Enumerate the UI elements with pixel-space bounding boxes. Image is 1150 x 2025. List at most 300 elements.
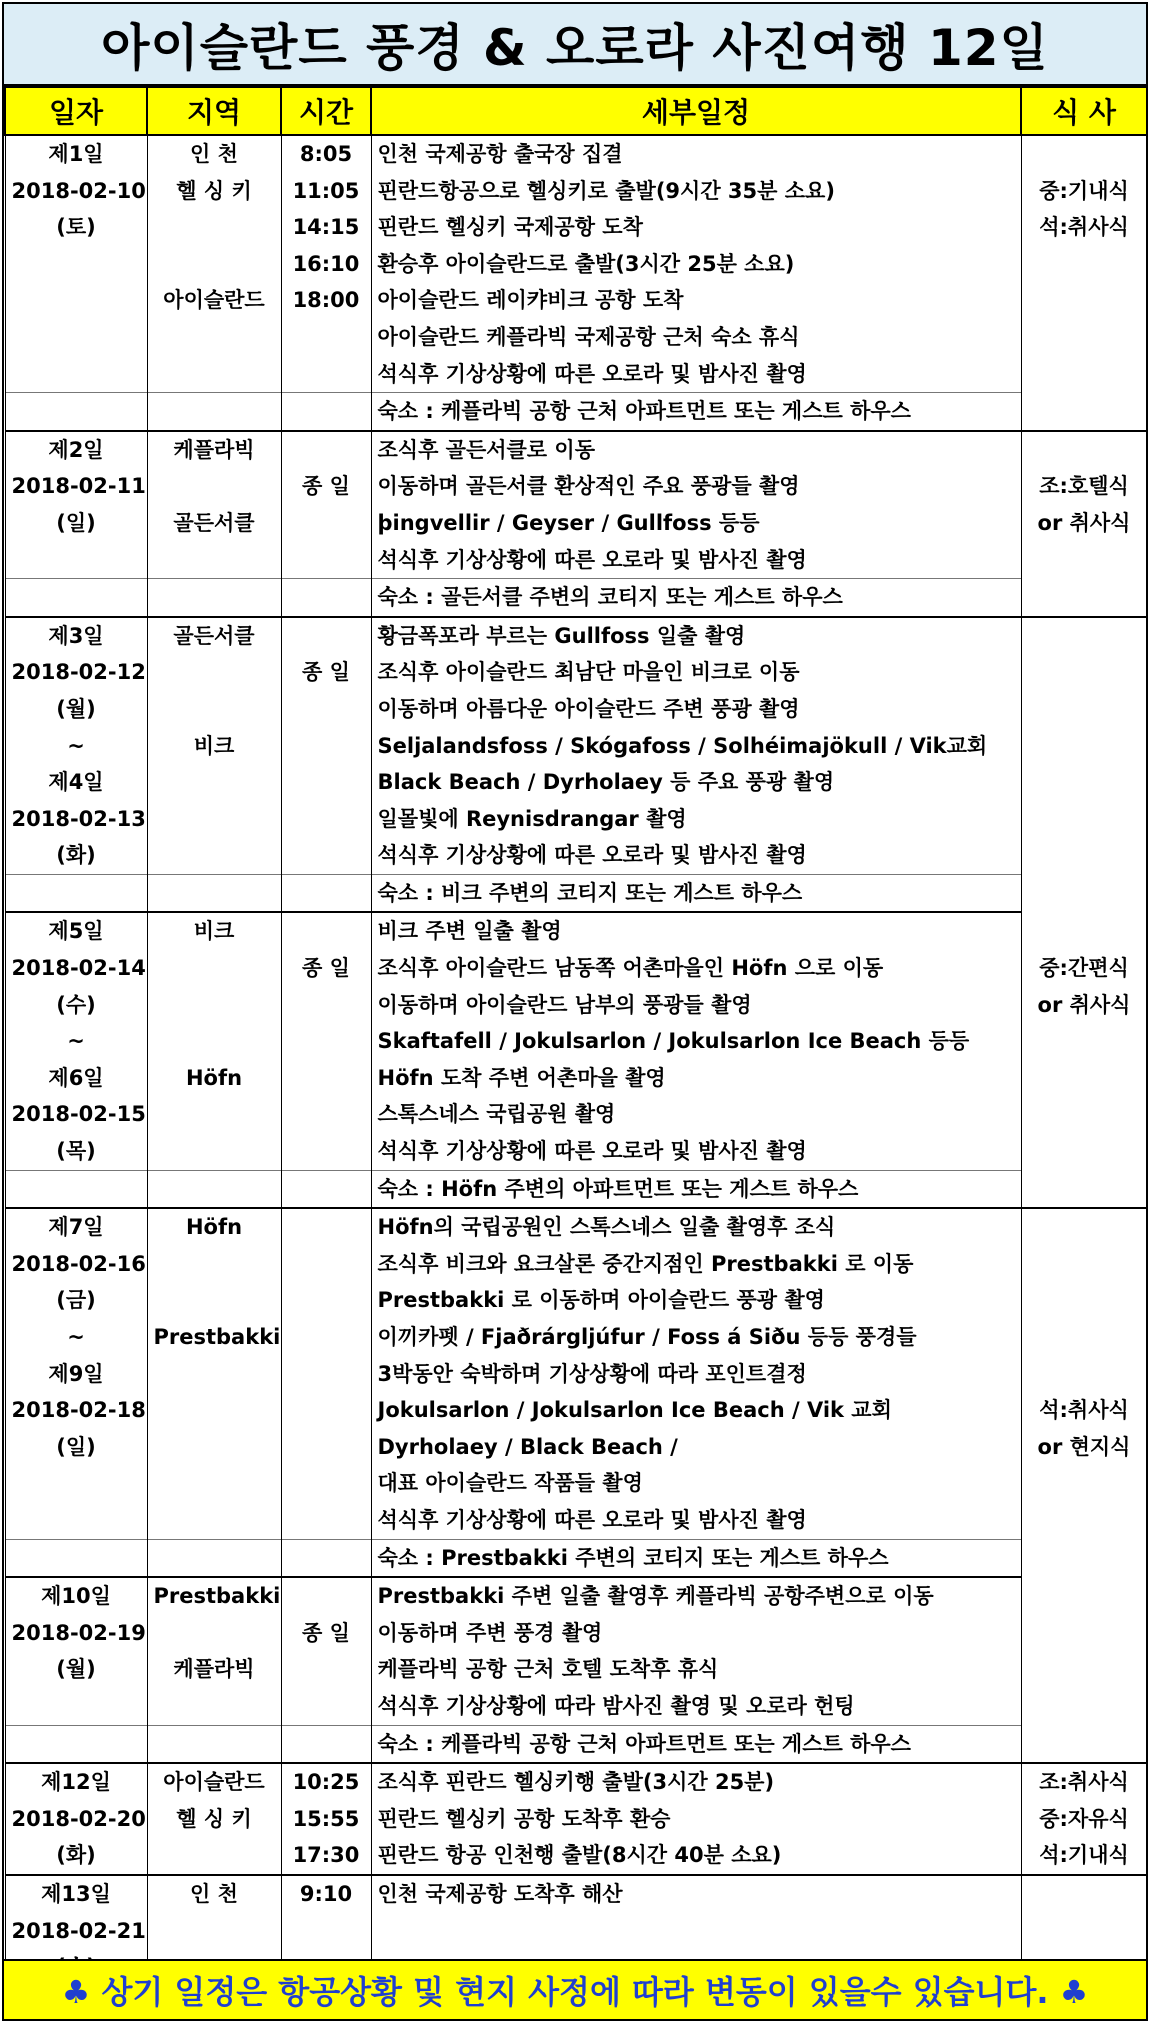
table-row [5, 468, 1147, 505]
meal-cell: or 취사식 [1021, 505, 1147, 542]
table-row [5, 1319, 1147, 1356]
date-cell [5, 1539, 147, 1577]
table-row [5, 837, 1147, 874]
lodging-cell: 숙소 : 케플라빅 공항 근처 아파트먼트 또는 게스트 하우스 [371, 393, 1021, 431]
region-cell: Höfn [147, 1208, 281, 1246]
detail-cell: 이동하며 골든서클 환상적인 주요 풍광들 촬영 [371, 468, 1021, 505]
region-cell: 헬 싱 키 [147, 173, 281, 210]
meal-cell [1021, 1356, 1147, 1393]
meal-cell [1021, 1170, 1147, 1208]
region-cell: 케플라빅 [147, 1651, 281, 1688]
meal-cell [1021, 1133, 1147, 1170]
detail-cell: 핀란드 헬싱키 국제공항 도착 [371, 209, 1021, 246]
meal-cell [1021, 1060, 1147, 1097]
time-cell [281, 1502, 371, 1539]
detail-cell: Dyrholaey / Black Beach / [371, 1429, 1021, 1466]
time-cell [281, 1725, 371, 1763]
table-row [5, 1023, 1147, 1060]
meal-cell [1021, 801, 1147, 838]
date-cell [5, 246, 147, 283]
time-cell [281, 579, 371, 617]
table-row [5, 728, 1147, 765]
region-cell [147, 1688, 281, 1725]
meal-cell [1021, 1539, 1147, 1577]
time-cell [281, 505, 371, 542]
time-cell [281, 764, 371, 801]
table-row [5, 1651, 1147, 1688]
table-row [5, 950, 1147, 987]
date-cell: 2018-02-18 [5, 1392, 147, 1429]
time-cell [281, 1170, 371, 1208]
region-cell [147, 1429, 281, 1466]
header-region: 지역 [147, 87, 281, 135]
table-row [5, 1429, 1147, 1466]
time-cell [281, 1913, 371, 1950]
meal-cell [1021, 1208, 1147, 1246]
region-cell [147, 654, 281, 691]
detail-cell: 이동하며 아름다운 아이슬란드 주변 풍광 촬영 [371, 691, 1021, 728]
region-cell: 비크 [147, 912, 281, 950]
date-cell [5, 1465, 147, 1502]
detail-cell: 아이슬란드 레이캬비크 공항 도착 [371, 282, 1021, 319]
region-cell [147, 837, 281, 874]
time-cell: 8:05 [281, 135, 371, 173]
meal-cell [1021, 431, 1147, 469]
detail-cell: 조식후 골든서클로 이동 [371, 431, 1021, 469]
detail-cell: 일몰빛에 Reynisdrangar 촬영 [371, 801, 1021, 838]
time-cell [281, 1577, 371, 1615]
date-cell: ~ [5, 1023, 147, 1060]
table-row [5, 173, 1147, 210]
header-time: 시간 [281, 87, 371, 135]
table-row [5, 1170, 1147, 1208]
table-row [5, 1502, 1147, 1539]
meal-cell [1021, 1688, 1147, 1725]
region-cell [147, 1725, 281, 1763]
region-cell [147, 1282, 281, 1319]
table-row [5, 542, 1147, 579]
region-cell [147, 209, 281, 246]
table-row [5, 1133, 1147, 1170]
region-cell [147, 691, 281, 728]
time-cell: 10:25 [281, 1763, 371, 1801]
time-cell [281, 431, 371, 469]
table-row [5, 1875, 1147, 1913]
table-row [5, 1688, 1147, 1725]
date-cell [5, 1502, 147, 1539]
detail-cell: Seljalandsfoss / Skógafoss / Solhéimajökull / Vik교회 [371, 728, 1021, 765]
time-cell [281, 1688, 371, 1725]
time-cell [281, 1356, 371, 1393]
lodging-cell: 숙소 : 케플라빅 공항 근처 아파트먼트 또는 게스트 하우스 [371, 1725, 1021, 1763]
meal-cell [1021, 1246, 1147, 1283]
date-cell: 제6일 [5, 1060, 147, 1097]
table-row [5, 1725, 1147, 1763]
region-cell: Prestbakki [147, 1577, 281, 1615]
table-row [5, 505, 1147, 542]
meal-cell [1021, 1615, 1147, 1652]
date-cell [5, 579, 147, 617]
detail-cell: Skaftafell / Jokulsarlon / Jokulsarlon Ice Beach 등등 [371, 1023, 1021, 1060]
region-cell [147, 874, 281, 912]
time-cell: 14:15 [281, 209, 371, 246]
table-row [5, 912, 1147, 950]
time-cell [281, 1319, 371, 1356]
meal-cell [1021, 1319, 1147, 1356]
table-row [5, 617, 1147, 655]
date-cell: ~ [5, 1319, 147, 1356]
detail-cell: Prestbakki 로 이동하며 아이슬란드 풍광 촬영 [371, 1282, 1021, 1319]
lodging-cell: 숙소 : 비크 주변의 코티지 또는 게스트 하우스 [371, 874, 1021, 912]
time-cell [281, 874, 371, 912]
detail-cell [371, 1913, 1021, 1950]
date-cell: 2018-02-11 [5, 468, 147, 505]
date-cell: 2018-02-21 [5, 1913, 147, 1950]
time-cell [281, 1651, 371, 1688]
time-cell [281, 1429, 371, 1466]
table-row [5, 1763, 1147, 1801]
meal-cell: 중:자유식 [1021, 1801, 1147, 1838]
header-meals: 식 사 [1021, 87, 1147, 135]
time-cell [281, 801, 371, 838]
region-cell: 인 천 [147, 135, 281, 173]
region-cell [147, 1392, 281, 1429]
time-cell [281, 1208, 371, 1246]
table-row [5, 874, 1147, 912]
time-cell: 9:10 [281, 1875, 371, 1913]
date-cell: (목) [5, 1133, 147, 1170]
region-cell: 골든서클 [147, 505, 281, 542]
table-row [5, 987, 1147, 1024]
region-cell [147, 1096, 281, 1133]
meal-cell [1021, 393, 1147, 431]
detail-cell: 이동하며 아이슬란드 남부의 풍광들 촬영 [371, 987, 1021, 1024]
detail-cell: 3박동안 숙박하며 기상상황에 따라 포인트결정 [371, 1356, 1021, 1393]
meal-cell [1021, 246, 1147, 283]
date-cell: (월) [5, 691, 147, 728]
time-cell [281, 393, 371, 431]
meal-cell [1021, 1913, 1147, 1950]
region-cell: Prestbakki [147, 1319, 281, 1356]
table-row [5, 1913, 1147, 1950]
table-row [5, 319, 1147, 356]
date-cell: (일) [5, 1429, 147, 1466]
region-cell [147, 468, 281, 505]
region-cell [147, 950, 281, 987]
table-row [5, 356, 1147, 393]
time-cell [281, 691, 371, 728]
time-cell: 종 일 [281, 654, 371, 691]
time-cell: 15:55 [281, 1801, 371, 1838]
detail-cell: 인천 국제공항 출국장 집결 [371, 135, 1021, 173]
region-cell [147, 1465, 281, 1502]
meal-cell [1021, 1502, 1147, 1539]
date-cell: 제9일 [5, 1356, 147, 1393]
detail-cell: 핀란드항공으로 헬싱키로 출발(9시간 35분 소요) [371, 173, 1021, 210]
date-cell: 2018-02-10 [5, 173, 147, 210]
region-cell: 헬 싱 키 [147, 1801, 281, 1838]
date-cell: 제13일 [5, 1875, 147, 1913]
meal-cell [1021, 728, 1147, 765]
lodging-cell: 숙소 : 골든서클 주변의 코티지 또는 게스트 하우스 [371, 579, 1021, 617]
region-cell [147, 1133, 281, 1170]
region-cell: 골든서클 [147, 617, 281, 655]
region-cell: Höfn [147, 1060, 281, 1097]
header-details: 세부일정 [371, 87, 1021, 135]
time-cell [281, 837, 371, 874]
detail-cell: Black Beach / Dyrholaey 등 주요 풍광 촬영 [371, 764, 1021, 801]
detail-cell: 조식후 아이슬란드 남동쪽 어촌마을인 Höfn 으로 이동 [371, 950, 1021, 987]
table-row [5, 1282, 1147, 1319]
detail-cell: 석식후 기상상황에 따라 밤사진 촬영 및 오로라 헌팅 [371, 1688, 1021, 1725]
meal-cell [1021, 1577, 1147, 1615]
date-cell: 2018-02-14 [5, 950, 147, 987]
time-cell [281, 1060, 371, 1097]
time-cell [281, 1133, 371, 1170]
date-cell [5, 542, 147, 579]
detail-cell: 석식후 기상상황에 따른 오로라 및 밤사진 촬영 [371, 837, 1021, 874]
time-cell [281, 356, 371, 393]
table-row [5, 1837, 1147, 1875]
table-header-row [5, 87, 1147, 135]
itinerary-body [5, 135, 1147, 1986]
meal-cell [1021, 691, 1147, 728]
meal-cell [1021, 837, 1147, 874]
date-cell: 2018-02-16 [5, 1246, 147, 1283]
date-cell: ~ [5, 728, 147, 765]
date-cell: (금) [5, 1282, 147, 1319]
meal-cell: 중:간편식 [1021, 950, 1147, 987]
detail-cell: 석식후 기상상황에 따른 오로라 및 밤사진 촬영 [371, 1133, 1021, 1170]
detail-cell: 케플라빅 공항 근처 호텔 도착후 휴식 [371, 1651, 1021, 1688]
table-row [5, 1356, 1147, 1393]
date-cell: 제1일 [5, 135, 147, 173]
region-cell [147, 1615, 281, 1652]
detail-cell: Prestbakki 주변 일출 촬영후 케플라빅 공항주변으로 이동 [371, 1577, 1021, 1615]
date-cell: 제2일 [5, 431, 147, 469]
detail-cell: 아이슬란드 케플라빅 국제공항 근처 숙소 휴식 [371, 319, 1021, 356]
time-cell [281, 1282, 371, 1319]
table-row [5, 654, 1147, 691]
date-cell [5, 1688, 147, 1725]
region-cell [147, 764, 281, 801]
meal-cell: 조:취사식 [1021, 1763, 1147, 1801]
meal-cell [1021, 1651, 1147, 1688]
detail-cell: 석식후 기상상황에 따른 오로라 및 밤사진 촬영 [371, 1502, 1021, 1539]
table-row [5, 691, 1147, 728]
date-cell: (일) [5, 505, 147, 542]
table-row [5, 1801, 1147, 1838]
region-cell [147, 1170, 281, 1208]
date-cell [5, 356, 147, 393]
time-cell: 11:05 [281, 173, 371, 210]
detail-cell: Höfn의 국립공원인 스톡스네스 일출 촬영후 조식 [371, 1208, 1021, 1246]
meal-cell [1021, 1725, 1147, 1763]
time-cell: 종 일 [281, 950, 371, 987]
region-cell: 인 천 [147, 1875, 281, 1913]
region-cell [147, 356, 281, 393]
date-cell [5, 393, 147, 431]
region-cell [147, 1837, 281, 1875]
region-cell [147, 801, 281, 838]
date-cell: 제4일 [5, 764, 147, 801]
itinerary-page [2, 2, 1148, 2021]
table-row [5, 764, 1147, 801]
time-cell [281, 1465, 371, 1502]
meal-cell [1021, 542, 1147, 579]
meal-cell [1021, 874, 1147, 912]
table-row [5, 1060, 1147, 1097]
detail-cell: Jokulsarlon / Jokulsarlon Ice Beach / Vik 교회 [371, 1392, 1021, 1429]
region-cell [147, 542, 281, 579]
detail-cell: 비크 주변 일출 촬영 [371, 912, 1021, 950]
detail-cell: 환승후 아이슬란드로 출발(3시간 25분 소요) [371, 246, 1021, 283]
time-cell: 종 일 [281, 468, 371, 505]
date-cell: (화) [5, 837, 147, 874]
lodging-cell: 숙소 : Höfn 주변의 아파트먼트 또는 게스트 하우스 [371, 1170, 1021, 1208]
date-cell: (화) [5, 1837, 147, 1875]
meal-cell: 석:기내식 [1021, 1837, 1147, 1875]
table-row [5, 209, 1147, 246]
detail-cell: 조식후 핀란드 헬싱키행 출발(3시간 25분) [371, 1763, 1021, 1801]
region-cell [147, 1023, 281, 1060]
table-row [5, 579, 1147, 617]
meal-cell: 석:취사식 [1021, 1392, 1147, 1429]
region-cell [147, 987, 281, 1024]
time-cell [281, 1392, 371, 1429]
meal-cell [1021, 1465, 1147, 1502]
meal-cell: or 취사식 [1021, 987, 1147, 1024]
region-cell [147, 1539, 281, 1577]
region-cell [147, 246, 281, 283]
detail-cell: 대표 아이슬란드 작품들 촬영 [371, 1465, 1021, 1502]
detail-cell: 석식후 기상상황에 따른 오로라 및 밤사진 촬영 [371, 542, 1021, 579]
date-cell: 제7일 [5, 1208, 147, 1246]
table-row [5, 431, 1147, 469]
page-title: 아이슬란드 풍경 & 오로라 사진여행 12일 [4, 4, 1146, 86]
meal-cell [1021, 617, 1147, 655]
time-cell: 18:00 [281, 282, 371, 319]
detail-cell: 석식후 기상상황에 따른 오로라 및 밤사진 촬영 [371, 356, 1021, 393]
detail-cell: 이동하며 주변 풍경 촬영 [371, 1615, 1021, 1652]
detail-cell: Höfn 도착 주변 어촌마을 촬영 [371, 1060, 1021, 1097]
date-cell [5, 1725, 147, 1763]
date-cell: 2018-02-12 [5, 654, 147, 691]
meal-cell: 석:취사식 [1021, 209, 1147, 246]
region-cell [147, 1356, 281, 1393]
date-cell: 2018-02-20 [5, 1801, 147, 1838]
time-cell [281, 319, 371, 356]
detail-cell: 핀란드 항공 인천행 출발(8시간 40분 소요) [371, 1837, 1021, 1875]
date-cell: 제12일 [5, 1763, 147, 1801]
meal-cell [1021, 579, 1147, 617]
region-cell [147, 1502, 281, 1539]
table-row [5, 1539, 1147, 1577]
footer-notice: ♣ 상기 일정은 항공상황 및 현지 사정에 따라 변동이 있을수 있습니다. ♣ [4, 1959, 1146, 2019]
detail-cell: 조식후 아이슬란드 최남단 마을인 비크로 이동 [371, 654, 1021, 691]
meal-cell [1021, 356, 1147, 393]
time-cell: 17:30 [281, 1837, 371, 1875]
detail-cell: 스톡스네스 국립공원 촬영 [371, 1096, 1021, 1133]
meal-cell [1021, 1875, 1147, 1913]
time-cell: 16:10 [281, 246, 371, 283]
table-row [5, 1096, 1147, 1133]
time-cell: 종 일 [281, 1615, 371, 1652]
time-cell [281, 1246, 371, 1283]
table-row [5, 1615, 1147, 1652]
table-row [5, 393, 1147, 431]
meal-cell [1021, 1282, 1147, 1319]
meal-cell: or 현지식 [1021, 1429, 1147, 1466]
date-cell [5, 874, 147, 912]
date-cell: 2018-02-15 [5, 1096, 147, 1133]
region-cell: 아이슬란드 [147, 282, 281, 319]
date-cell [5, 319, 147, 356]
meal-cell [1021, 135, 1147, 173]
date-cell: 제10일 [5, 1577, 147, 1615]
table-row [5, 1392, 1147, 1429]
date-cell: 2018-02-19 [5, 1615, 147, 1652]
itinerary-table [4, 86, 1148, 1986]
meal-cell [1021, 1096, 1147, 1133]
date-cell: 2018-02-13 [5, 801, 147, 838]
header-date: 일자 [5, 87, 147, 135]
table-row [5, 1246, 1147, 1283]
time-cell [281, 728, 371, 765]
date-cell: (토) [5, 209, 147, 246]
date-cell [5, 1170, 147, 1208]
region-cell: 케플라빅 [147, 431, 281, 469]
time-cell [281, 617, 371, 655]
region-cell: 아이슬란드 [147, 1763, 281, 1801]
region-cell [147, 1913, 281, 1950]
detail-cell: þingvellir / Geyser / Gullfoss 등등 [371, 505, 1021, 542]
date-cell: 제5일 [5, 912, 147, 950]
region-cell [147, 319, 281, 356]
time-cell [281, 542, 371, 579]
table-row [5, 282, 1147, 319]
meal-cell: 조:호텔식 [1021, 468, 1147, 505]
meal-cell [1021, 764, 1147, 801]
meal-cell: 중:기내식 [1021, 173, 1147, 210]
time-cell [281, 987, 371, 1024]
region-cell [147, 579, 281, 617]
date-cell: (수) [5, 987, 147, 1024]
detail-cell: 이끼카펫 / Fjaðrárgljúfur / Foss á Siðu 등등 풍경들 [371, 1319, 1021, 1356]
table-row [5, 1465, 1147, 1502]
date-cell [5, 282, 147, 319]
meal-cell [1021, 1023, 1147, 1060]
table-row [5, 1208, 1147, 1246]
meal-cell [1021, 319, 1147, 356]
detail-cell: 황금폭포라 부르는 Gullfoss 일출 촬영 [371, 617, 1021, 655]
region-cell [147, 1246, 281, 1283]
table-row [5, 801, 1147, 838]
region-cell [147, 393, 281, 431]
region-cell: 비크 [147, 728, 281, 765]
detail-cell: 핀란드 헬싱키 공항 도착후 환승 [371, 1801, 1021, 1838]
table-row [5, 1577, 1147, 1615]
time-cell [281, 912, 371, 950]
time-cell [281, 1539, 371, 1577]
date-cell: (월) [5, 1651, 147, 1688]
lodging-cell: 숙소 : Prestbakki 주변의 코티지 또는 게스트 하우스 [371, 1539, 1021, 1577]
date-cell: 제3일 [5, 617, 147, 655]
meal-cell [1021, 912, 1147, 950]
detail-cell: 인천 국제공항 도착후 해산 [371, 1875, 1021, 1913]
meal-cell [1021, 282, 1147, 319]
detail-cell: 조식후 비크와 요크살론 중간지점인 Prestbakki 로 이동 [371, 1246, 1021, 1283]
